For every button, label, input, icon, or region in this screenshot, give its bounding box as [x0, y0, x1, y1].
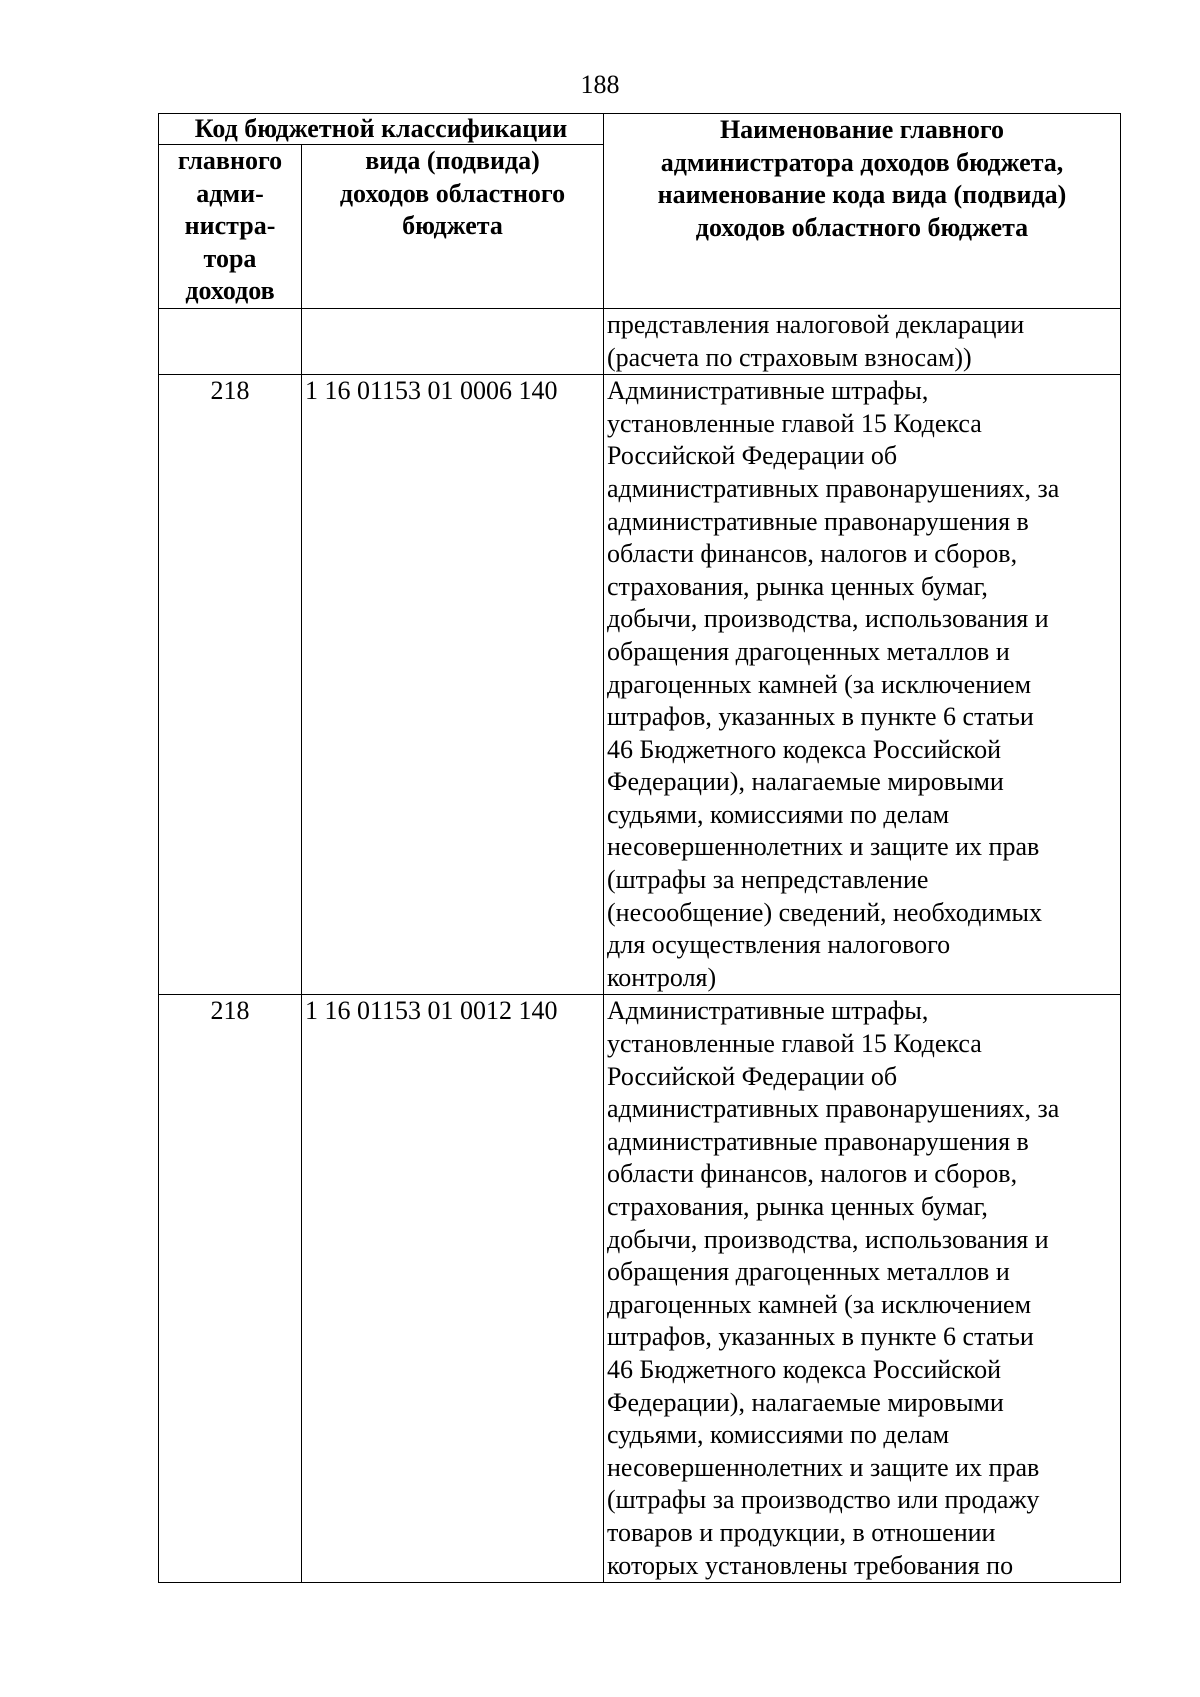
- header-line: главного: [177, 146, 283, 175]
- description-line: (штрафы за производство или продажу: [607, 1485, 1040, 1515]
- header-line: тора: [203, 243, 257, 273]
- description-line: товаров и продукции, в отношении: [607, 1517, 996, 1547]
- description-line: 46 Бюджетного кодекса Российской: [607, 734, 1002, 764]
- description-line: области финансов, налогов и сборов,: [607, 539, 1018, 569]
- description-line: обращения драгоценных металлов и: [607, 636, 1010, 666]
- budget-classification-code-header: Код бюджетной классификации: [159, 114, 604, 145]
- header-line: наименование кода вида (подвида): [657, 180, 1067, 210]
- description-line: Административные штрафы,: [607, 996, 929, 1026]
- table-header: [159, 114, 1121, 309]
- description-line: которых установлены требования по: [607, 1550, 1014, 1580]
- header-line: Наименование главного: [719, 115, 1005, 144]
- description-line: представления налоговой декларации: [607, 309, 1025, 339]
- header-line: вида (подвида): [365, 146, 540, 175]
- description-line: (расчета по страховым взносам)): [607, 342, 972, 372]
- income-type-header: [302, 145, 604, 309]
- description-line: драгоценных камней (за исключением: [607, 1289, 1032, 1319]
- description-line: административных правонарушениях, за: [607, 1094, 1060, 1124]
- description-line: несовершеннолетних и защите их прав: [607, 832, 1040, 862]
- chief-admin-header: [159, 145, 302, 309]
- header-line: бюджета: [402, 211, 503, 241]
- description-line: (несообщение) сведений, необходимых: [607, 897, 1043, 927]
- table-row: [159, 375, 1121, 995]
- income-code-cell: 1 16 01153 01 0012 140: [302, 995, 604, 1583]
- admin-code-cell: [159, 308, 302, 374]
- description-line: (штрафы за непредставление: [607, 865, 929, 895]
- admin-name-header: [604, 114, 1121, 309]
- description-cell: [604, 995, 1121, 1583]
- description-line: Федерации), налагаемые мировыми: [607, 1387, 1004, 1417]
- description-line: несовершеннолетних и защите их прав: [607, 1452, 1040, 1482]
- admin-code-cell: 218: [159, 375, 302, 995]
- description-line: административные правонарушения в: [607, 506, 1029, 536]
- header-line: адми-: [196, 178, 264, 208]
- header-line: нистра-: [184, 211, 276, 241]
- table-body: [159, 308, 1121, 1582]
- header-line: доходов областного бюджета: [695, 212, 1029, 242]
- header-line: доходов областного: [339, 178, 566, 208]
- description-line: контроля): [607, 962, 717, 992]
- description-line: Федерации), налагаемые мировыми: [607, 767, 1004, 797]
- header-line: доходов: [185, 276, 275, 306]
- header-row-group: [159, 114, 1121, 145]
- description-line: судьями, комиссиями по делам: [607, 1420, 950, 1450]
- description-line: области финансов, налогов и сборов,: [607, 1159, 1018, 1189]
- description-line: для осуществления налогового: [607, 930, 951, 960]
- description-line: Российской Федерации об: [607, 1061, 898, 1091]
- admin-code-cell: 218: [159, 995, 302, 1583]
- description-line: установленные главой 15 Кодекса: [607, 1029, 982, 1059]
- budget-classification-table: [158, 113, 1121, 1583]
- description-line: страхования, рынка ценных бумаг,: [607, 1192, 988, 1221]
- income-code-cell: [302, 308, 604, 374]
- header-line: администратора доходов бюджета,: [660, 147, 1064, 177]
- description-line: драгоценных камней (за исключением: [607, 669, 1032, 699]
- description-line: Российской Федерации об: [607, 441, 898, 471]
- description-line: административных правонарушениях, за: [607, 473, 1060, 503]
- description-line: административные правонарушения в: [607, 1126, 1029, 1156]
- table-row: [159, 995, 1121, 1583]
- description-line: обращения драгоценных металлов и: [607, 1257, 1010, 1287]
- table-row: [159, 308, 1121, 374]
- description-line: штрафов, указанных в пункте 6 статьи: [607, 702, 1034, 732]
- description-line: судьями, комиссиями по делам: [607, 799, 950, 829]
- description-line: добычи, производства, использования и: [607, 604, 1049, 634]
- description-line: добычи, производства, использования и: [607, 1224, 1049, 1254]
- page-number: 188: [580, 70, 620, 99]
- description-line: страхования, рынка ценных бумаг,: [607, 571, 988, 601]
- description-line: 46 Бюджетного кодекса Российской: [607, 1354, 1002, 1384]
- description-line: Административные штрафы,: [607, 376, 929, 406]
- description-line: штрафов, указанных в пункте 6 статьи: [607, 1322, 1034, 1352]
- income-code-cell: 1 16 01153 01 0006 140: [302, 375, 604, 995]
- description-line: установленные главой 15 Кодекса: [607, 408, 982, 438]
- description-cell: [604, 375, 1121, 995]
- description-cell: [604, 308, 1121, 374]
